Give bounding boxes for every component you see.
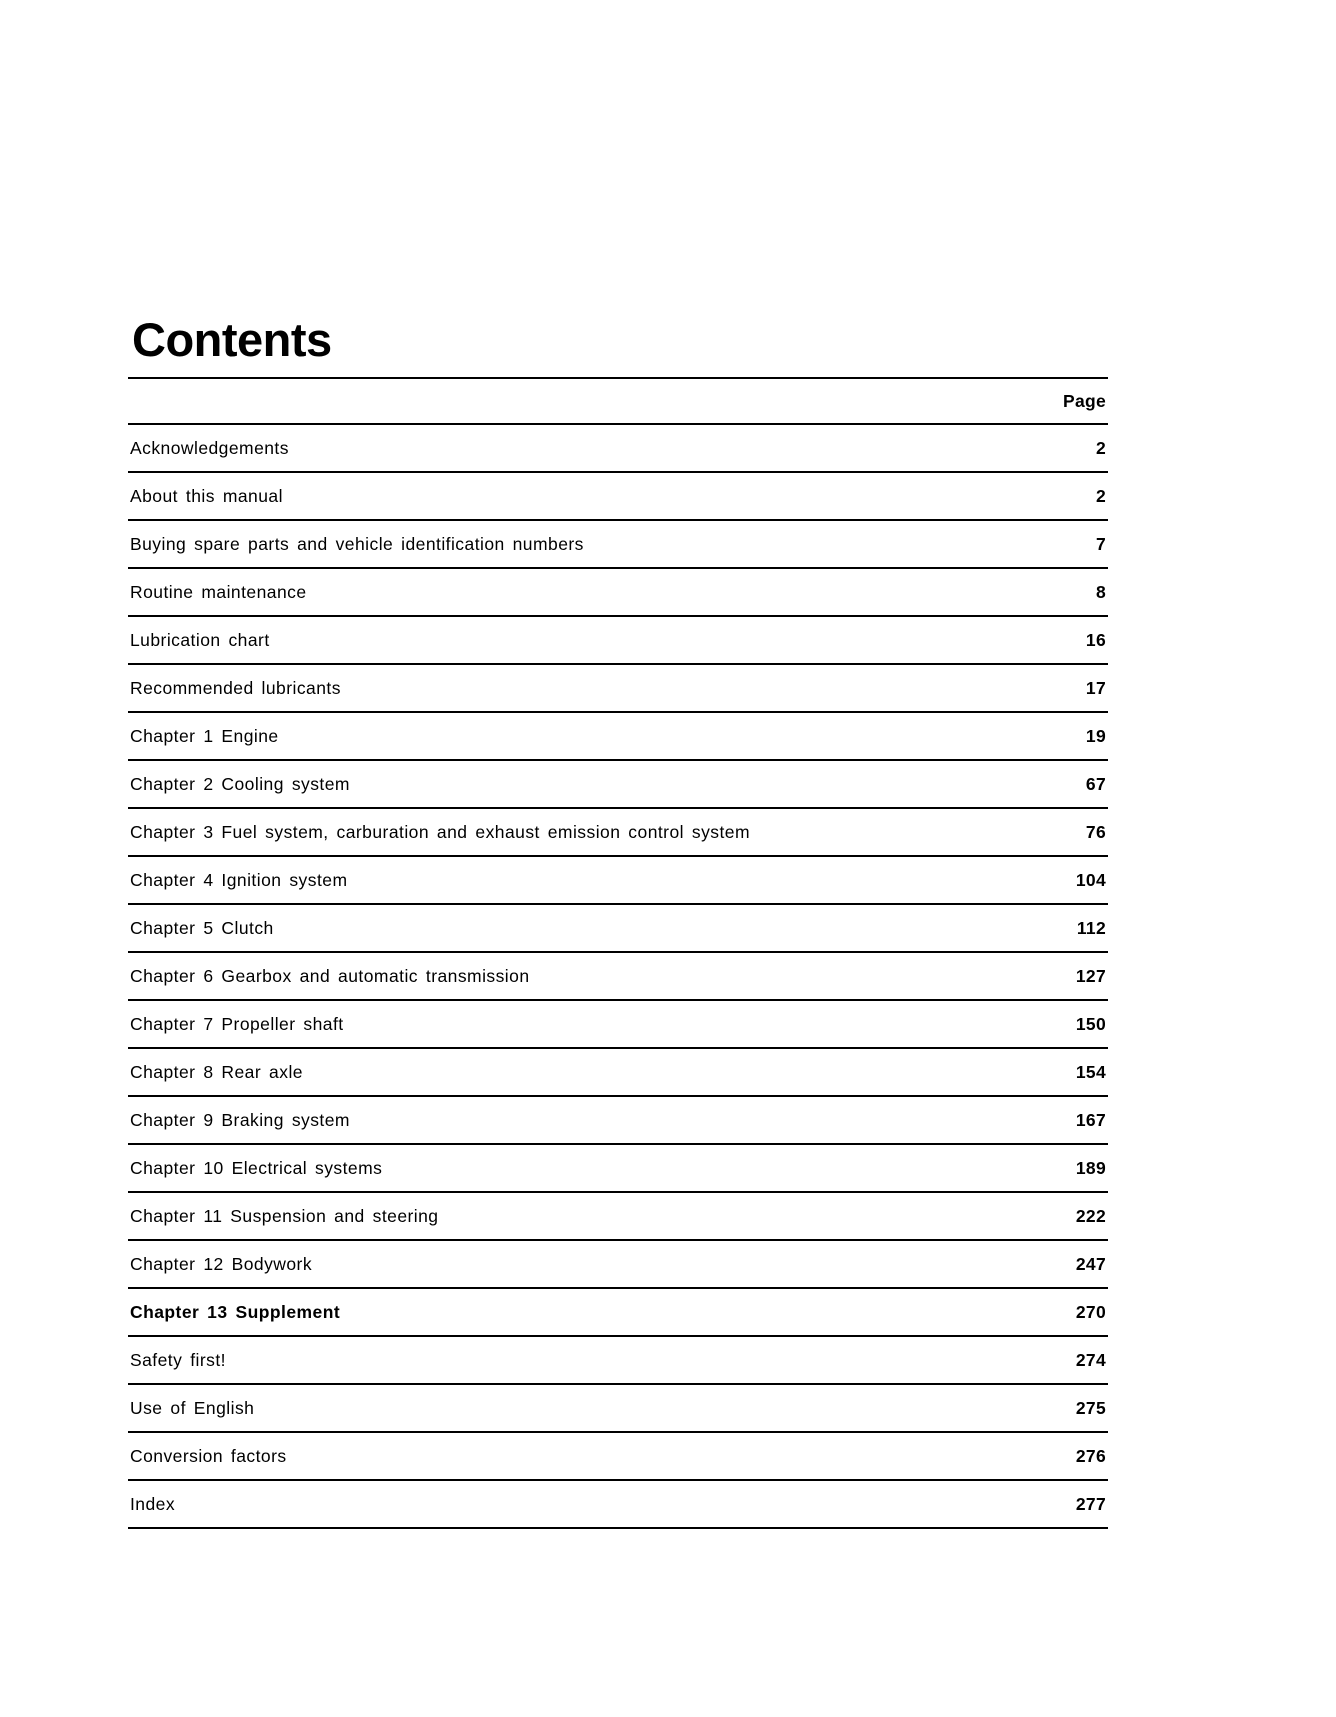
toc-row[interactable]: [128, 1001, 1108, 1047]
toc-entry-label: Use of English: [130, 1398, 255, 1418]
toc-row[interactable]: [128, 1241, 1108, 1287]
toc-row[interactable]: [128, 1097, 1108, 1143]
toc-row[interactable]: [128, 1337, 1108, 1383]
toc-entry-label: Lubrication chart: [130, 630, 270, 650]
toc-entry-page-number: 112: [1076, 918, 1106, 938]
toc-entry-label: About this manual: [130, 486, 283, 506]
toc-entry-label: Chapter 2 Cooling system: [130, 774, 350, 794]
toc-row[interactable]: [128, 617, 1108, 663]
toc-entry-page-number: 16: [1085, 630, 1106, 650]
rule-row-separator: [128, 1527, 1108, 1529]
toc-rows: [128, 425, 1108, 1529]
toc-entry-label: Buying spare parts and vehicle identification numbers: [130, 534, 584, 554]
toc-entry-page-number: 274: [1075, 1350, 1106, 1370]
toc-entry-label: Chapter 1 Engine: [130, 726, 279, 746]
toc-entry-label: Chapter 8 Rear axle: [130, 1062, 303, 1082]
toc-entry-label: Conversion factors: [130, 1446, 287, 1466]
toc-row[interactable]: [128, 1433, 1108, 1479]
toc-row[interactable]: [128, 1193, 1108, 1239]
toc-row[interactable]: [128, 905, 1108, 951]
table-of-contents: [128, 313, 1108, 1529]
toc-entry-page-number: 275: [1075, 1398, 1106, 1418]
toc-entry-page-number: 7: [1095, 534, 1106, 554]
toc-entry-label: Chapter 6 Gearbox and automatic transmission: [130, 966, 530, 986]
toc-row[interactable]: [128, 713, 1108, 759]
toc-row[interactable]: [128, 473, 1108, 519]
toc-entry-label: Safety first!: [130, 1350, 226, 1370]
toc-entry-label: Acknowledgements: [130, 438, 289, 458]
toc-entry-page-number: 104: [1075, 870, 1106, 890]
toc-row[interactable]: [128, 1385, 1108, 1431]
page-title: Contents: [132, 313, 332, 366]
toc-entry-label: Chapter 10 Electrical systems: [130, 1158, 383, 1178]
toc-row[interactable]: [128, 521, 1108, 567]
toc-row[interactable]: [128, 425, 1108, 471]
toc-entry-page-number: 127: [1075, 966, 1106, 986]
toc-entry-label: Index: [130, 1494, 176, 1514]
column-header-page: Page: [1062, 391, 1106, 411]
column-header-row: [128, 379, 1108, 423]
toc-entry-page-number: 76: [1085, 822, 1106, 842]
toc-row[interactable]: [128, 857, 1108, 903]
toc-entry-page-number: 8: [1095, 582, 1106, 602]
toc-entry-page-number: 17: [1085, 678, 1106, 698]
toc-entry-page-number: 189: [1075, 1158, 1106, 1178]
toc-row[interactable]: [128, 953, 1108, 999]
toc-entry-page-number: 247: [1075, 1254, 1106, 1274]
toc-row[interactable]: [128, 1481, 1108, 1527]
toc-entry-page-number: 276: [1075, 1446, 1106, 1466]
toc-row[interactable]: [128, 1145, 1108, 1191]
toc-row[interactable]: [128, 809, 1108, 855]
toc-entry-label: Chapter 12 Bodywork: [130, 1254, 313, 1274]
toc-entry-page-number: 167: [1075, 1110, 1106, 1130]
toc-entry-page-number: 222: [1075, 1206, 1106, 1226]
toc-entry-label: Chapter 7 Propeller shaft: [130, 1014, 344, 1034]
toc-entry-page-number: 277: [1075, 1494, 1106, 1514]
toc-entry-label: Chapter 13 Supplement: [130, 1302, 341, 1322]
toc-entry-label: Recommended lubricants: [130, 678, 341, 698]
toc-row[interactable]: [128, 569, 1108, 615]
toc-entry-page-number: 2: [1095, 486, 1106, 506]
toc-entry-label: Chapter 5 Clutch: [130, 918, 274, 938]
toc-entry-page-number: 270: [1075, 1302, 1106, 1322]
toc-row[interactable]: [128, 761, 1108, 807]
toc-entry-label: Routine maintenance: [130, 582, 307, 602]
toc-entry-page-number: 154: [1075, 1062, 1106, 1082]
toc-entry-page-number: 150: [1075, 1014, 1106, 1034]
toc-row[interactable]: [128, 665, 1108, 711]
toc-entry-label: Chapter 3 Fuel system, carburation and exhaust emission control system: [130, 822, 751, 842]
toc-entry-label: Chapter 9 Braking system: [130, 1110, 350, 1130]
toc-row[interactable]: [128, 1049, 1108, 1095]
toc-row[interactable]: [128, 1289, 1108, 1335]
toc-entry-label: Chapter 11 Suspension and steering: [130, 1206, 439, 1226]
toc-entry-page-number: 2: [1095, 438, 1106, 458]
toc-entry-page-number: 19: [1085, 726, 1106, 746]
toc-entry-label: Chapter 4 Ignition system: [130, 870, 348, 890]
toc-entry-page-number: 67: [1085, 774, 1106, 794]
